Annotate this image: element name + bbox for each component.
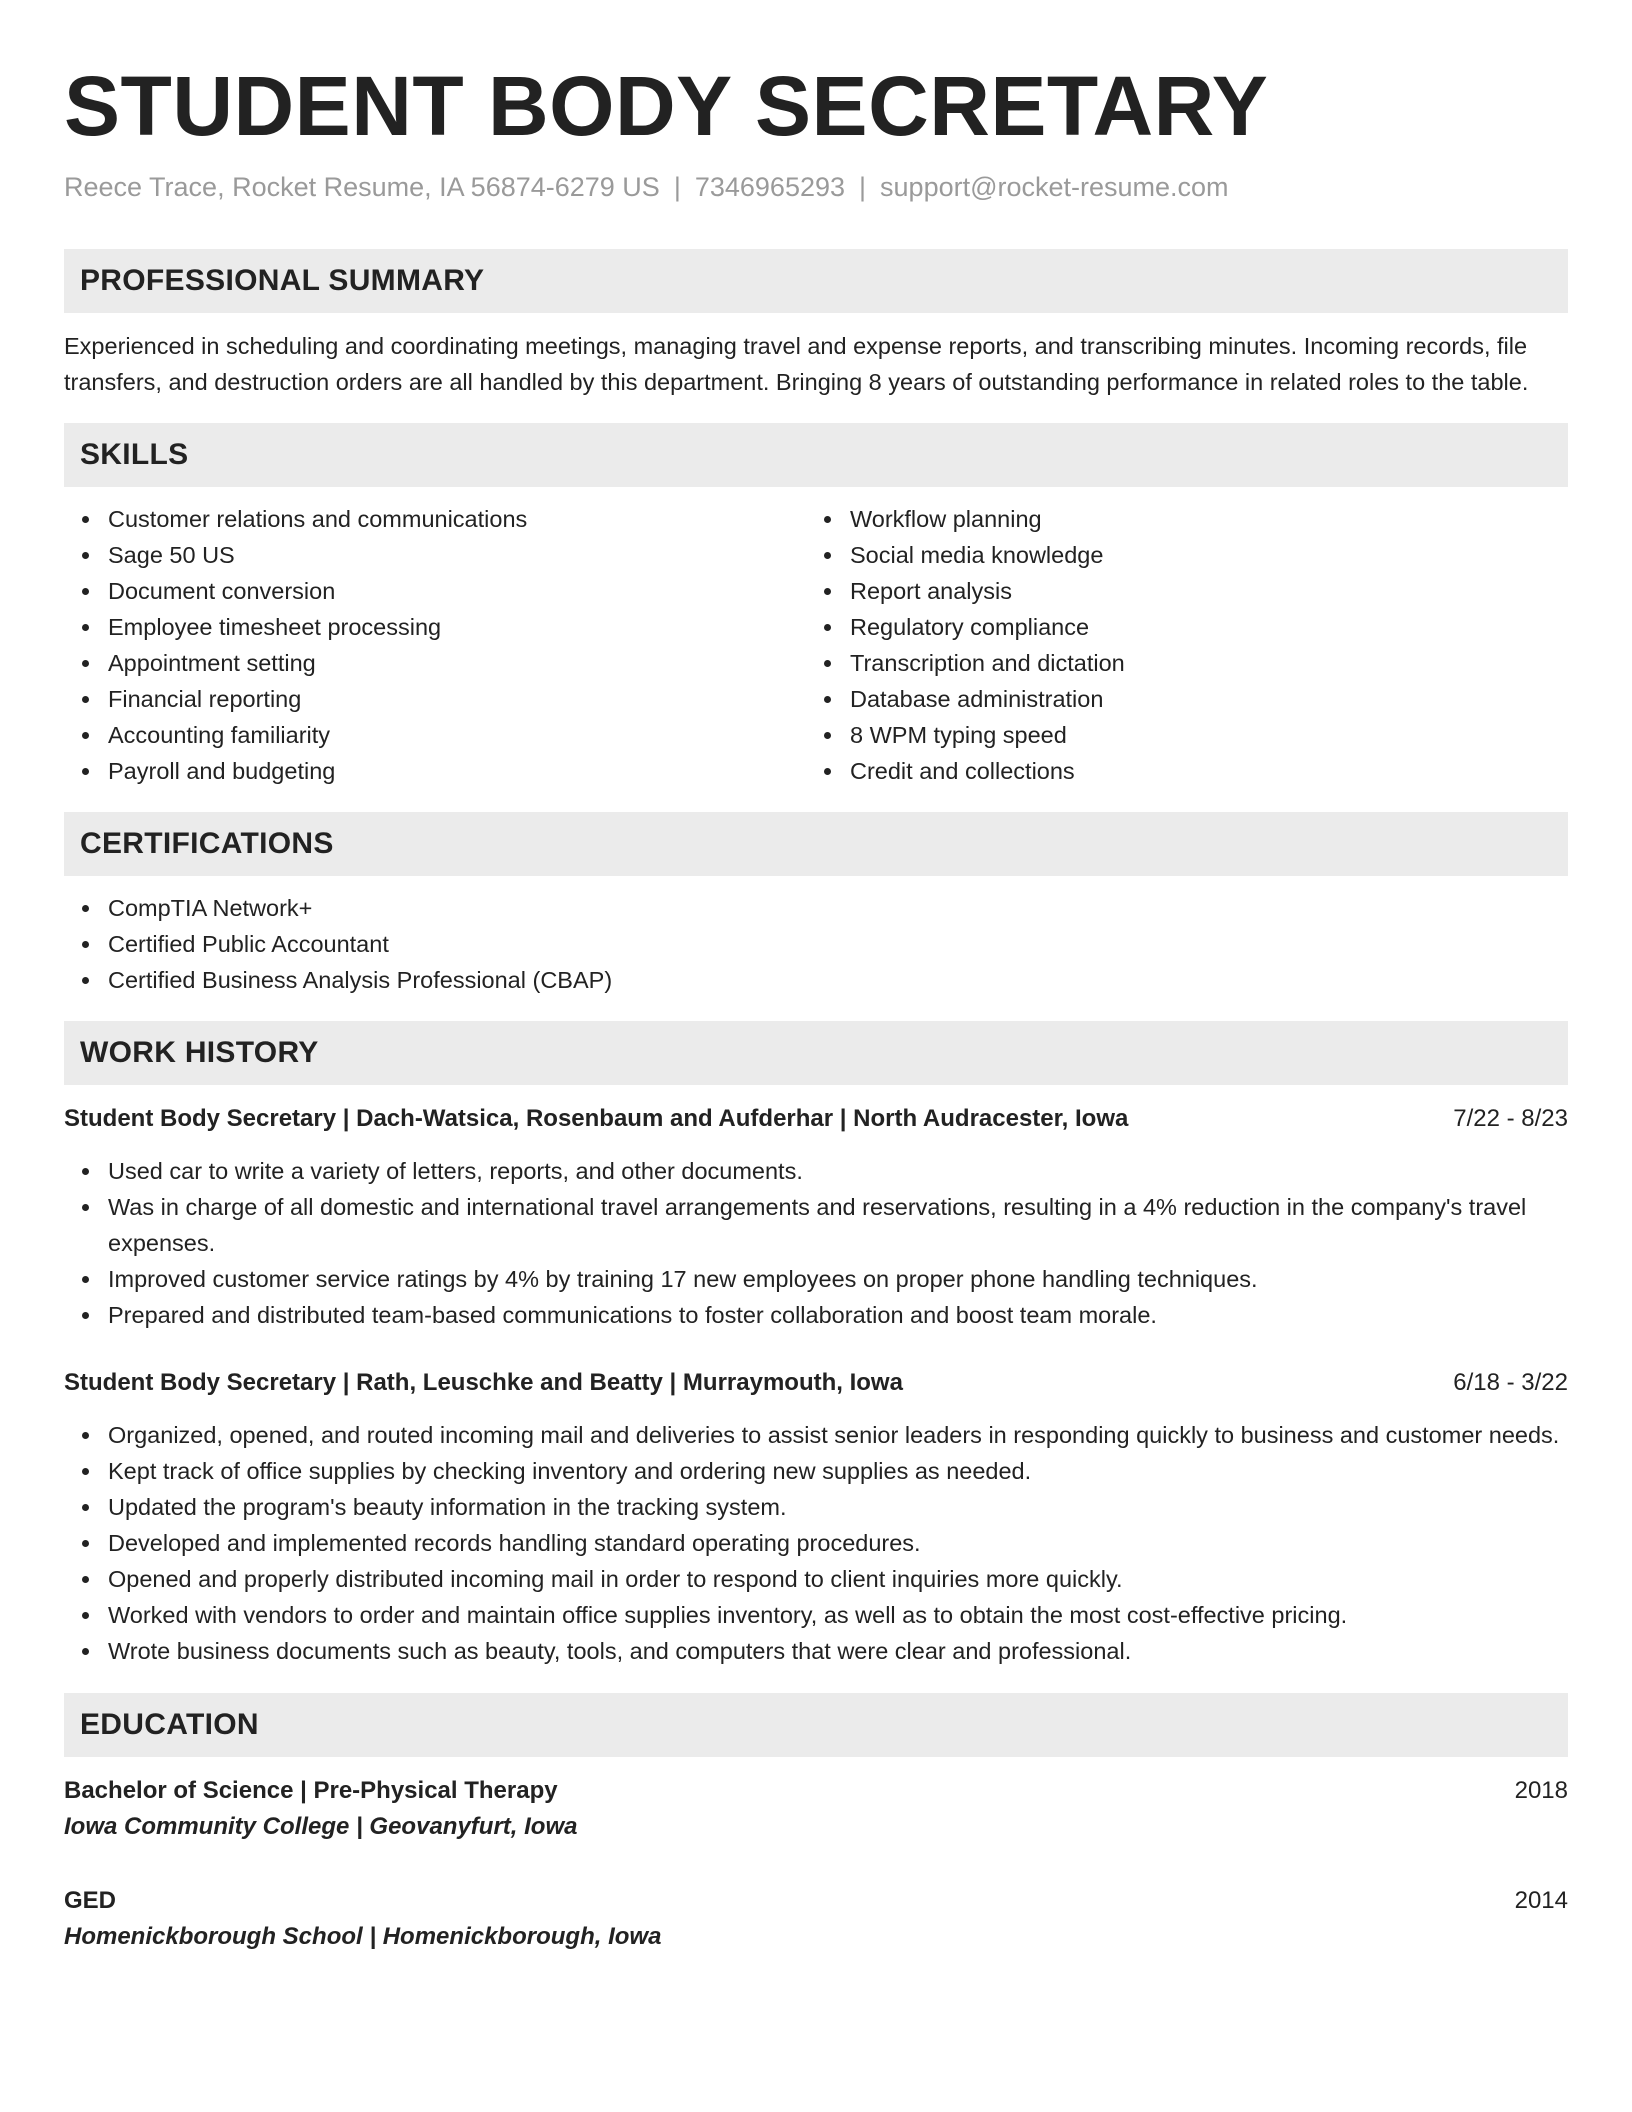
job-bullet: Wrote business documents such as beauty, tools, and computers that were clear and professional. <box>64 1633 1568 1669</box>
job-dates: 6/18 - 3/22 <box>1453 1369 1568 1396</box>
certification-item: Certified Business Analysis Professional (CBAP) <box>64 962 1568 998</box>
skill-item: Payroll and budgeting <box>64 753 806 789</box>
skill-item: Report analysis <box>806 573 1548 609</box>
skill-item: Appointment setting <box>64 645 806 681</box>
contact-separator: | <box>859 172 867 202</box>
skill-item: Regulatory compliance <box>806 609 1548 645</box>
certification-item: Certified Public Accountant <box>64 926 1568 962</box>
job-bullet: Improved customer service ratings by 4% by training 17 new employees on proper phone handling techniques. <box>64 1261 1568 1297</box>
contact-separator: | <box>673 172 681 202</box>
education-header <box>64 1883 1568 1919</box>
skill-item: Customer relations and communications <box>64 501 806 537</box>
education-year: 2014 <box>1514 1887 1568 1914</box>
job-bullet: Opened and properly distributed incoming mail in order to respond to client inquiries more quickly. <box>64 1561 1568 1597</box>
job-bullet: Worked with vendors to order and maintain office supplies inventory, as well as to obtain the most cost-effective pricing. <box>64 1597 1568 1633</box>
education-entry <box>64 1883 1568 1955</box>
skills-grid <box>64 501 1568 789</box>
job-bullet: Updated the program's beauty information in the tracking system. <box>64 1489 1568 1525</box>
skill-item: Transcription and dictation <box>806 645 1548 681</box>
skill-item: Database administration <box>806 681 1548 717</box>
job-title: Student Body Secretary | Dach-Watsica, Rosenbaum and Aufderhar | North Audracester, Iowa <box>64 1105 1129 1132</box>
skill-item: Financial reporting <box>64 681 806 717</box>
education-heading: EDUCATION <box>64 1693 1568 1757</box>
job-bullet: Prepared and distributed team-based communications to foster collaboration and boost team morale. <box>64 1297 1568 1333</box>
skill-item: Document conversion <box>64 573 806 609</box>
certifications-heading: CERTIFICATIONS <box>64 812 1568 876</box>
contact-line <box>64 172 1568 203</box>
skill-item: Employee timesheet processing <box>64 609 806 645</box>
skills-left-list <box>64 501 806 789</box>
job-header <box>64 1101 1568 1137</box>
job-bullet: Kept track of office supplies by checking inventory and ordering new supplies as needed. <box>64 1453 1568 1489</box>
contact-email: support@rocket-resume.com <box>880 172 1229 202</box>
job-entry <box>64 1365 1568 1669</box>
resume-page <box>64 56 1568 1955</box>
job-header <box>64 1365 1568 1401</box>
job-dates: 7/22 - 8/23 <box>1453 1105 1568 1132</box>
job-title: Student Body Secretary | Rath, Leuschke and Beatty | Murraymouth, Iowa <box>64 1369 903 1396</box>
contact-address: Reece Trace, Rocket Resume, IA 56874-6279 US <box>64 172 660 202</box>
job-bullet: Organized, opened, and routed incoming mail and deliveries to assist senior leaders in responding quickly to business and customer needs. <box>64 1417 1568 1453</box>
skill-item: 8 WPM typing speed <box>806 717 1548 753</box>
job-bullets <box>64 1417 1568 1669</box>
resume-name: STUDENT BODY SECRETARY <box>64 59 1269 153</box>
job-bullet: Used car to write a variety of letters, reports, and other documents. <box>64 1153 1568 1189</box>
skills-right-list <box>806 501 1548 789</box>
certifications-list <box>64 890 1568 998</box>
job-entry <box>64 1101 1568 1333</box>
education-entry <box>64 1773 1568 1845</box>
skill-item: Accounting familiarity <box>64 717 806 753</box>
certification-item: CompTIA Network+ <box>64 890 1568 926</box>
skill-item: Social media knowledge <box>806 537 1548 573</box>
summary-text: Experienced in scheduling and coordinating meetings, managing travel and expense reports, and transcribing minutes. Incoming records, file transfers, and destruction orders are all handled by this department. Bringing 8 years of outstanding performance in related roles to the table. <box>64 333 1529 395</box>
education-degree: Bachelor of Science | Pre-Physical Therapy <box>64 1777 558 1804</box>
contact-phone: 7346965293 <box>694 172 846 202</box>
education-school: Iowa Community College | Geovanyfurt, Iowa <box>64 1813 578 1840</box>
job-bullet: Developed and implemented records handling standard operating procedures. <box>64 1525 1568 1561</box>
education-school: Homenickborough School | Homenickborough, Iowa <box>64 1923 662 1950</box>
job-bullet: Was in charge of all domestic and international travel arrangements and reservations, resulting in a 4% reduction in the company's travel expenses. <box>64 1189 1568 1261</box>
skill-item: Sage 50 US <box>64 537 806 573</box>
education-degree: GED <box>64 1887 117 1914</box>
skill-item: Workflow planning <box>806 501 1548 537</box>
skill-item: Credit and collections <box>806 753 1548 789</box>
job-bullets <box>64 1153 1568 1333</box>
summary-heading: PROFESSIONAL SUMMARY <box>64 249 1568 313</box>
work-history-heading: WORK HISTORY <box>64 1021 1568 1085</box>
education-year: 2018 <box>1514 1777 1568 1804</box>
education-header <box>64 1773 1568 1809</box>
skills-heading: SKILLS <box>64 423 1568 487</box>
